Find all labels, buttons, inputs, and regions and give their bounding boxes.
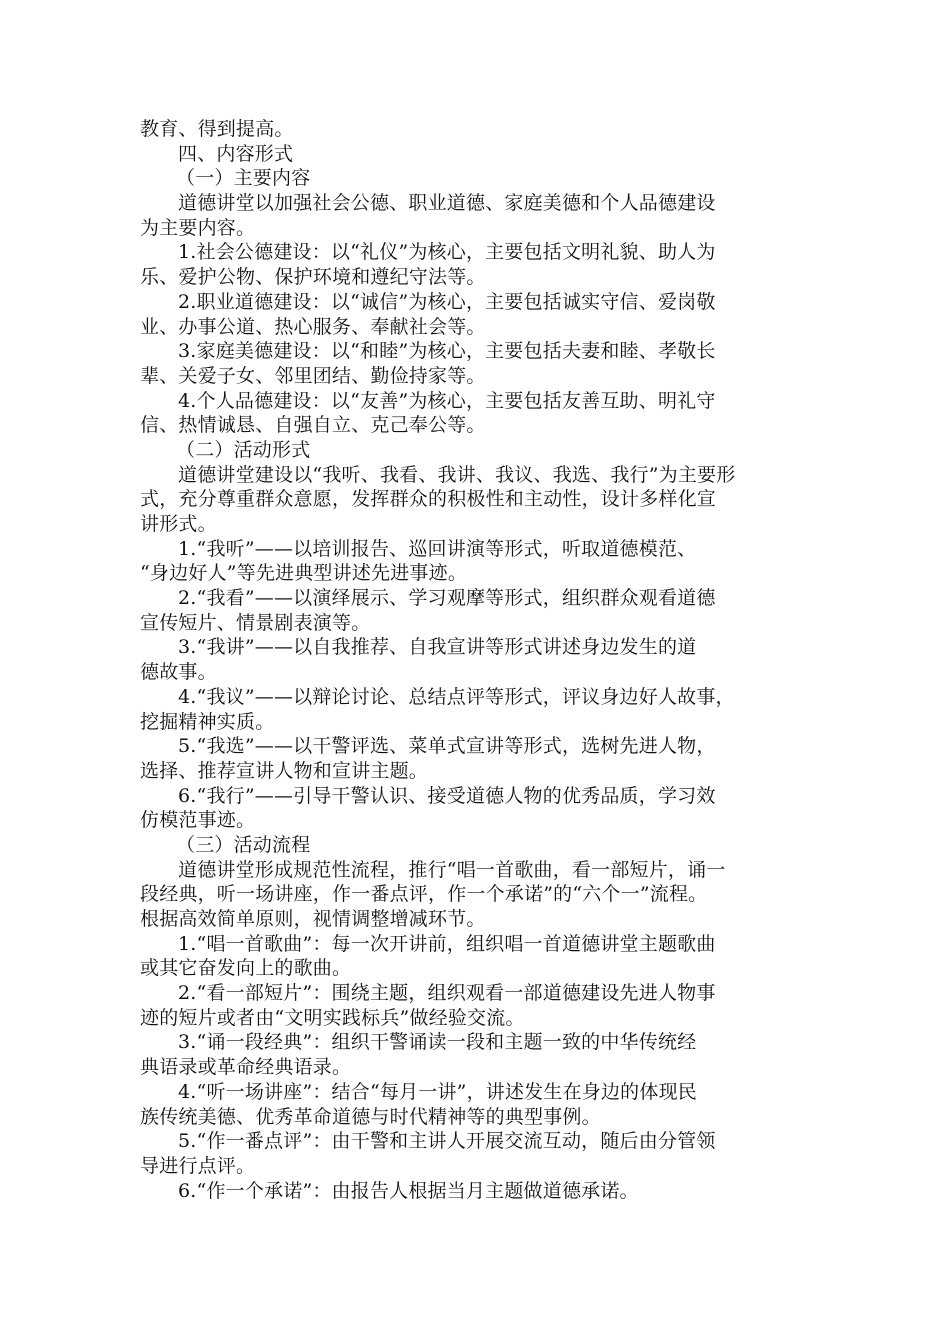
text-line: 典语录或革命经典语录。	[140, 1056, 352, 1079]
text-line: 讲形式。	[140, 513, 217, 535]
text-line: 挖掘精神实质。	[140, 710, 275, 733]
text-line: 辈、关爱子女、邻里团结、勤俭持家等。	[140, 364, 486, 387]
text-line: 2.“我看”——以演绎展示、学习观摩等形式，组织群众观看道德	[178, 587, 716, 610]
text-line: 4.个人品德建设：以“友善”为核心，主要包括友善互助、明礼守	[178, 389, 716, 412]
text-line: 3.“我讲”——以自我推荐、自我宣讲等形式讲述身边发生的道	[178, 636, 697, 659]
text-line: 4.“听一场讲座”：结合“每月一讲”，讲述发生在身边的体现民	[178, 1080, 697, 1103]
document-body	[140, 117, 820, 1203]
text-line: （三）活动流程	[176, 833, 311, 856]
text-line: 教育、得到提高。	[140, 118, 294, 140]
text-line: 信、热情诚恳、自强自立、克己奉公等。	[140, 414, 486, 437]
text-line: 德故事。	[140, 661, 217, 684]
text-line: 1.社会公德建设：以“礼仪”为核心，主要包括文明礼貌、助人为	[178, 241, 716, 264]
text-line: 仿模范事迹。	[140, 809, 256, 832]
text-line: 1.“我听”——以培训报告、巡回讲演等形式，听取道德模范、	[178, 537, 697, 560]
text-line: （一）主要内容	[176, 167, 311, 190]
text-line: “身边好人”等先进典型讲述先进事迹。	[140, 562, 468, 585]
text-line: 根据高效简单原则，视情调整增减环节。	[140, 908, 486, 930]
text-line: 族传统美德、优秀革命道德与时代精神等的典型事例。	[140, 1105, 601, 1128]
text-line: 迹的短片或者由“文明实践标兵”做经验交流。	[140, 1006, 525, 1029]
text-line: 四、内容形式	[178, 142, 294, 165]
text-line: 宣传短片、情景剧表演等。	[140, 611, 371, 634]
text-line: 6.“我行”——引导干警认识、接受道德人物的优秀品质，学习效	[178, 784, 716, 807]
text-line: 道德讲堂建设以“我听、我看、我讲、我议、我选、我行”为主要形	[178, 463, 736, 486]
text-line: 6.“作一个承诺”：由报告人根据当月主题做道德承诺。	[178, 1179, 639, 1202]
text-line: 导进行点评。	[140, 1154, 256, 1177]
text-line: 选择、推荐宣讲人物和宣讲主题。	[140, 759, 429, 782]
text-line: 1.“唱一首歌曲”：每一次开讲前，组织唱一首道德讲堂主题歌曲	[178, 932, 716, 955]
text-line: 乐、爱护公物、保护环境和遵纪守法等。	[140, 266, 486, 289]
text-line: 式，充分尊重群众意愿，发挥群众的积极性和主动性，设计多样化宣	[140, 488, 717, 511]
text-line: 3.“诵一段经典”：组织干警诵读一段和主题一致的中华传统经	[178, 1031, 697, 1054]
text-line: 或其它奋发向上的歌曲。	[140, 957, 352, 980]
text-line: 为主要内容。	[140, 216, 256, 239]
text-line: 5.“作一番点评”：由干警和主讲人开展交流互动，随后由分管领	[178, 1130, 716, 1153]
text-line: 2.职业道德建设：以“诚信”为核心，主要包括诚实守信、爱岗敬	[178, 290, 716, 313]
text-line: 2.“看一部短片”：围绕主题，组织观看一部道德建设先进人物事	[178, 982, 716, 1005]
text-line: 业、办事公道、热心服务、奉献社会等。	[140, 315, 486, 338]
text-line: 3.家庭美德建设：以“和睦”为核心，主要包括夫妻和睦、孝敬长	[178, 340, 716, 363]
text-line: 段经典，听一场讲座，作一番点评，作一个承诺”的“六个一”流程。	[140, 883, 708, 906]
text-line: 道德讲堂形成规范性流程，推行“唱一首歌曲，看一部短片，诵一	[178, 858, 726, 881]
text-line: 道德讲堂以加强社会公德、职业道德、家庭美德和个人品德建设	[178, 192, 716, 215]
text-line: （二）活动形式	[176, 438, 311, 461]
text-line: 5.“我选”——以干警评选、菜单式宣讲等形式，选树先进人物，	[178, 735, 716, 758]
text-line: 4.“我议”——以辩论讨论、总结点评等形式，评议身边好人故事，	[178, 685, 735, 708]
